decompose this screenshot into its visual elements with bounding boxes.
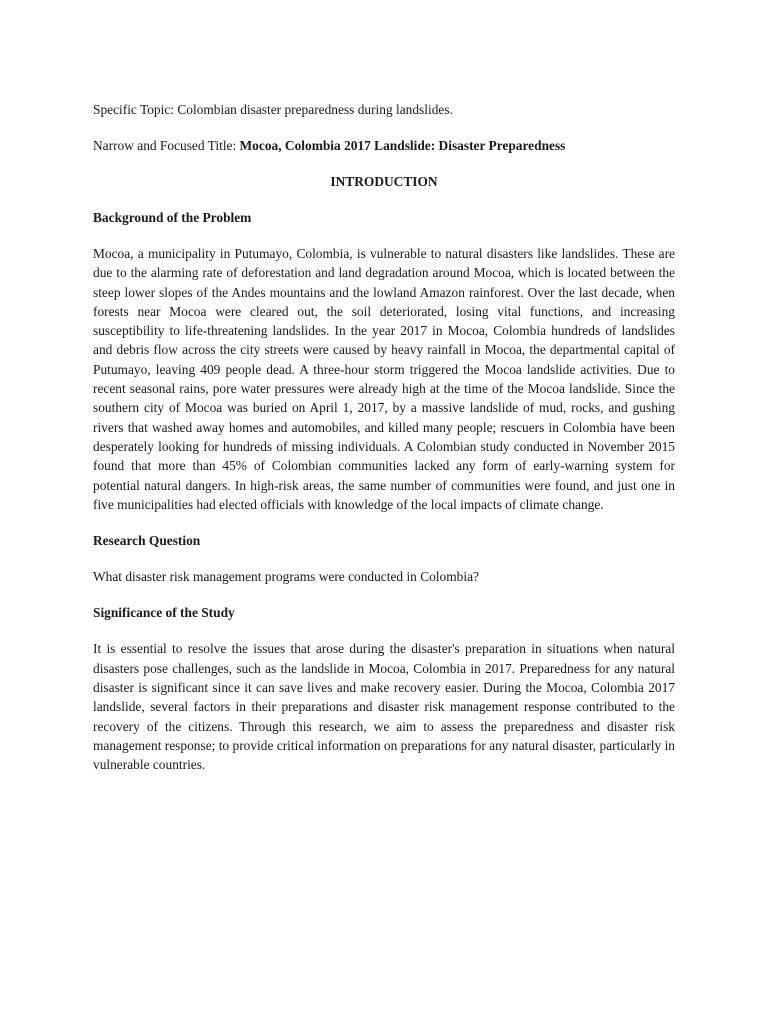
significance-paragraph: It is essential to resolve the issues that arose during the disaster's preparation in situations when natural disasters pose challenges, such as the landslide in Mocoa, Colombia in 2017. Preparedness for any natural disaster is significant since it can save lives and make recovery easier. During the Mocoa, Colombia 2017 landslide, several factors in their preparations and disaster risk management response contributed to the recovery of the citizens. Through this research, we aim to assess the preparedness and disaster risk management response; to provide critical information on preparations for any natural disaster, particularly in vulnerable countries. — [93, 641, 675, 773]
significance-heading: Significance of the Study — [93, 605, 235, 621]
research-question-heading: Research Question — [93, 533, 201, 549]
narrow-title-value: Mocoa, Colombia 2017 Landslide: Disaster Preparedness — [239, 138, 566, 153]
specific-topic: Specific Topic: Colombian disaster preparedness during landslides. — [93, 102, 453, 117]
background-paragraph: Mocoa, a municipality in Putumayo, Colombia, is vulnerable to natural disasters like landslides. These are due to the alarming rate of deforestation and land degradation around Mocoa, which is located between the steep lower slopes of the Andes mountains and the lowland Amazon rainforest. Over the last decade, when forests near Mocoa were cleared out, the soil deteriorated, losing vital functions, and increasing susceptibility to life-threatening landslides. In the year 2017 in Mocoa, Colombia hundreds of landslides and debris flow across the city streets were caused by heavy rainfall in Mocoa, the departmental capital of Putumayo, leaving 409 people dead. A three-hour storm triggered the Mocoa landslide activities. Due to recent seasonal rains, pore water pressures were already high at the time of the Mocoa landslide. Since the southern city of Mocoa was buried on April 1, 2017, by a massive landslide of mud, rocks, and gushing rivers that washed away homes and automobiles, and killed many people; rescuers in Colombia have been desperately looking for hundreds of missing individuals. A Colombian study conducted in November 2015 found that more than 45% of Colombian communities lacked any form of early-warning system for potential natural dangers. In high-risk areas, the same number of communities were found, and just one in five municipalities had elected officials with knowledge of the local impacts of climate change. — [93, 246, 675, 512]
research-question-paragraph: What disaster risk management programs were conducted in Colombia? — [93, 569, 479, 585]
narrow-title-line — [93, 136, 675, 155]
introduction-heading: INTRODUCTION — [330, 174, 438, 189]
background-heading: Background of the Problem — [93, 210, 252, 225]
narrow-title-label: Narrow and Focused Title: — [93, 138, 240, 153]
